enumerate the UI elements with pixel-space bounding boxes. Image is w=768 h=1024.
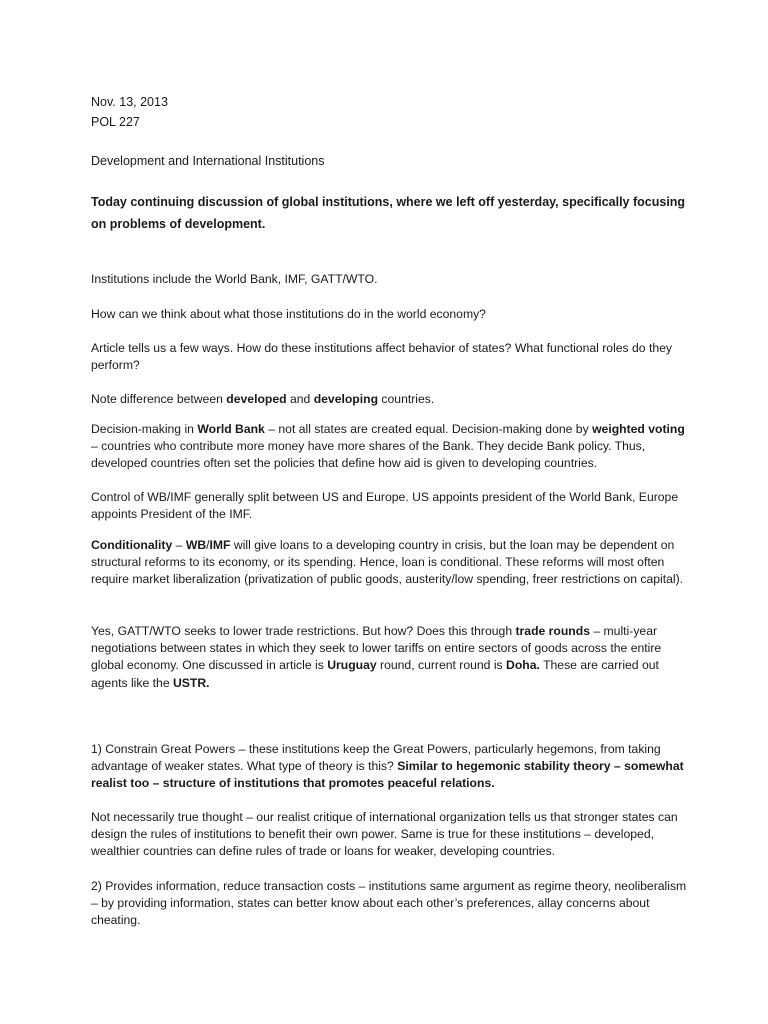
text-run: – countries who contribute more money have more shares of the Bank. They decide Bank policy. Thus, developed countries often set the policies that define how aid is given to developing countries. xyxy=(91,439,646,471)
text-run: 1) Constrain Great Powers – these institutions keep the Great Powers, particularly hegemons, from taking advantage of weaker states. What type of theory is this? xyxy=(91,742,661,774)
bold-term: World Bank xyxy=(197,422,265,436)
text-run: Decision-making in xyxy=(91,422,198,436)
bold-term: trade rounds xyxy=(515,624,590,638)
text-run: – multi-year negotiations between states in which they seek to lower tariffs on entire sectors of goods across the entire global economy. One discussed in article is xyxy=(91,624,662,673)
bold-term: Similar to hegemonic stability theory – somewhat realist too – structure of institutions that promotes peaceful relations. xyxy=(91,759,684,791)
paragraph-information: 2) Provides information, reduce transaction costs – institutions same argument as regime theory, neoliberalism – by providing information, states can better know about each other’s preferences, allay concerns about cheating. xyxy=(91,879,687,928)
header-block xyxy=(91,92,691,132)
text-run: – xyxy=(172,538,186,552)
text-run: countries. xyxy=(378,392,435,406)
bold-term: WB xyxy=(185,538,207,552)
text-run: will give loans to a developing country in crisis, but the loan may be dependent on structural reforms to its economy, or its spending. Hence, loan is conditional. These reforms will most often require market liberalization (privatization of public goods, austerity/low spending, freer restrictions on capital). xyxy=(91,538,684,587)
text-run: – not all states are created equal. Decision-making done by xyxy=(264,422,593,436)
bold-term: Conditionality xyxy=(91,538,173,552)
bold-term: Doha. xyxy=(506,658,540,673)
paragraph-conditionality xyxy=(91,537,691,589)
course-line: POL 227 xyxy=(91,115,140,129)
date-line: Nov. 13, 2013 xyxy=(91,95,168,109)
paragraph-developed xyxy=(91,391,691,408)
paragraph-article: Article tells us a few ways. How do these institutions affect behavior of states? What functional roles do they perform? xyxy=(91,341,673,373)
paragraph-question: How can we think about what those institutions do in the world economy? xyxy=(91,307,486,321)
bold-term: USTR. xyxy=(172,675,210,690)
text-run: Note difference between xyxy=(91,392,227,406)
paragraph-constrain-powers xyxy=(91,741,691,793)
text-run: These are carried out agents like the xyxy=(91,658,659,690)
intro-paragraph: Today continuing discussion of global institutions, where we left off yesterday, specifically focusing on problems of development. xyxy=(91,195,686,231)
bold-term: developed xyxy=(226,392,287,406)
text-run: / xyxy=(206,538,210,552)
text-run: and xyxy=(286,392,314,406)
bold-term: Uruguay xyxy=(327,658,377,673)
document-title: Development and International Institutions xyxy=(91,154,325,168)
paragraph-institutions: Institutions include the World Bank, IMF, GATT/WTO. xyxy=(91,272,378,286)
paragraph-control: Control of WB/IMF generally split between US and Europe. US appoints president of the World Bank, Europe appoints President of the IMF. xyxy=(91,490,679,522)
bold-term: IMF xyxy=(209,538,231,552)
paragraph-trade-rounds xyxy=(91,623,691,692)
text-run: Yes, GATT/WTO seeks to lower trade restrictions. But how? Does this through xyxy=(91,624,516,638)
paragraph-world-bank xyxy=(91,421,691,473)
text-run: round, current round is xyxy=(376,658,507,673)
bold-term: weighted voting xyxy=(592,422,685,436)
paragraph-realist-critique: Not necessarily true thought – our realist critique of international organization tells us that stronger states can design the rules of institutions to benefit their own power. Same is true for these institutions – developed, wealthier countries can define rules of trade or loans for weaker, developing countries. xyxy=(91,810,678,859)
bold-term: developing xyxy=(313,392,379,406)
